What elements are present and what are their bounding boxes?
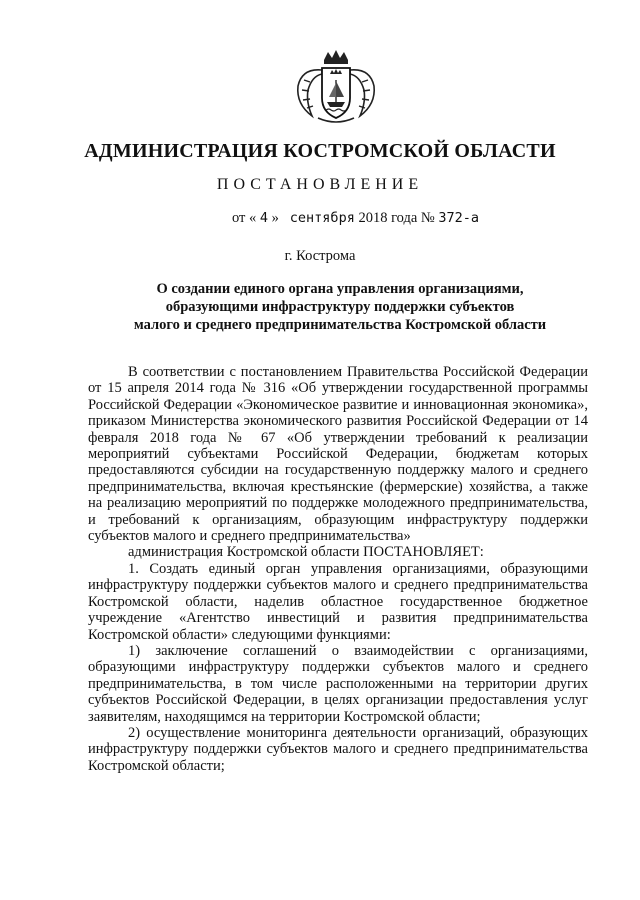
coat-of-arms-icon bbox=[292, 50, 380, 126]
document-number: 372-а bbox=[438, 210, 480, 226]
document-date-line bbox=[232, 210, 479, 227]
body-paragraph: 1) заключение соглашений о взаимодействии с организациями, образующими инфраструктуру поддержки субъектов малого и среднего предпринимательства, в том числе расположенными на территории других субъектов Российской Федерации, в целях организации предоставления услуг заявителям, находящимся на территории Костромской области; bbox=[88, 642, 588, 725]
document-type: ПОСТАНОВЛЕНИЕ bbox=[216, 176, 424, 193]
date-month: сентября bbox=[289, 210, 355, 226]
title-line: образующими инфраструктуру поддержки субъектов bbox=[165, 299, 515, 315]
body-paragraph: В соответствии с постановлением Правительства Российской Федерации от 15 апреля 2014 года № 316 «Об утверждении государственной программы Российской Федерации «Экономическое развитие и инновационная экономика», приказом Министерства экономического развития Российской Федерации от 14 февраля 2018 года № 67 «Об утверждении требований к реализации мероприятий субъектами Российской Федерации, бюджетам которых предоставляются субсидии на государственную поддержку малого и среднего предпринимательства, включая крестьянские (фермерские) хозяйства, а также на реализацию мероприятий по поддержке молодежного предпринимательства, и требований к организациям, образующим инфраструктуру поддержки субъектов малого и среднего предпринимательства» bbox=[88, 364, 588, 545]
date-year: 2018 года № bbox=[358, 210, 435, 226]
title-line: малого и среднего предпринимательства Костромской области bbox=[133, 317, 547, 333]
document-body bbox=[88, 364, 588, 774]
body-paragraph: 2) осуществление мониторинга деятельности организаций, образующих инфраструктуру поддержки субъектов малого и среднего предпринимательства Костромской области; bbox=[88, 724, 588, 774]
title-line: О создании единого органа управления организациями, bbox=[156, 281, 524, 297]
body-paragraph: администрация Костромской области ПОСТАНОВЛЯЕТ: bbox=[128, 544, 484, 561]
document-title bbox=[100, 280, 580, 334]
date-prefix: от « bbox=[232, 210, 257, 226]
organization-name: АДМИНИСТРАЦИЯ КОСТРОМСКОЙ ОБЛАСТИ bbox=[84, 140, 556, 162]
date-day: 4 bbox=[259, 210, 269, 226]
city: г. Кострома bbox=[284, 248, 356, 264]
date-mid: » bbox=[271, 210, 279, 226]
body-paragraph: 1. Создать единый орган управления организациями, образующими инфраструктуру поддержки субъектов малого и среднего предпринимательства Костромской области, наделив областное государственное бюджетное учреждение «Агентство инвестиций и развития предпринимательства Костромской области» следующими функциями: bbox=[88, 560, 588, 643]
